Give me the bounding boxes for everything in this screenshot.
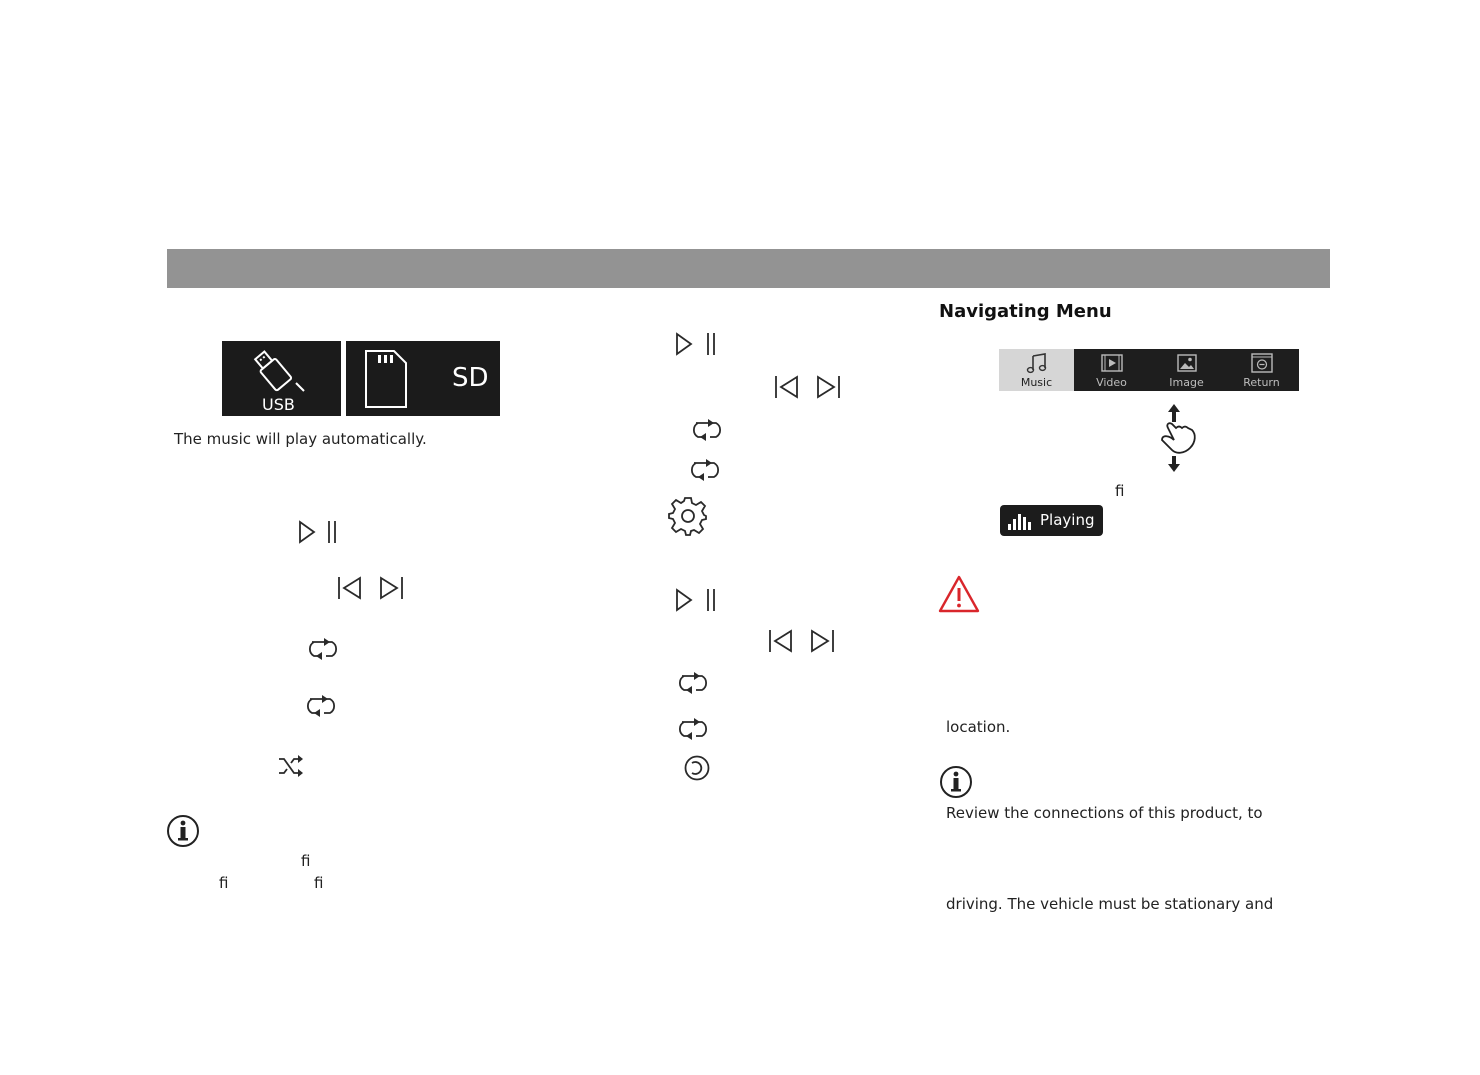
- menu-item-label: Image: [1169, 376, 1204, 389]
- navigating-menu-heading: Navigating Menu: [939, 301, 1112, 322]
- driving-text: driving. The vehicle must be stationary and: [946, 895, 1274, 913]
- prev-next-icon-3: [768, 629, 838, 653]
- ligature-2: ﬁ: [219, 874, 229, 892]
- equalizer-bars-icon: [1008, 512, 1032, 530]
- connections-text: Review the connections of this product, to: [946, 804, 1263, 822]
- menu-item-video[interactable]: [1074, 349, 1149, 391]
- section-header-bar: [167, 249, 1330, 288]
- repeat-icon: [304, 638, 342, 660]
- repeat-icon-2: [302, 695, 340, 717]
- music-note-icon: [1027, 353, 1047, 375]
- menu-item-image[interactable]: [1149, 349, 1224, 391]
- info-icon: [166, 814, 200, 848]
- repeat-icon-5: [674, 672, 712, 694]
- ligature-1: ﬁ: [301, 852, 311, 870]
- info-icon-2: [939, 765, 973, 799]
- sd-source-tile: [346, 341, 500, 416]
- ligature-3: ﬁ: [314, 874, 324, 892]
- usb-label: USB: [262, 395, 295, 414]
- shuffle-icon: [278, 755, 304, 777]
- picture-icon: [1177, 354, 1197, 372]
- loop-circle-icon: [683, 754, 711, 782]
- location-text: location.: [946, 718, 1011, 736]
- playing-indicator-button[interactable]: [1000, 505, 1103, 536]
- play-pause-icon-3: [675, 588, 719, 612]
- menu-item-return[interactable]: [1224, 349, 1299, 391]
- gear-icon: [667, 496, 709, 536]
- repeat-icon-3: [688, 419, 726, 441]
- play-pause-icon-2: [675, 332, 719, 356]
- playing-label: Playing: [1040, 511, 1095, 529]
- usb-source-tile: [222, 341, 341, 416]
- sd-label: SD: [452, 363, 489, 393]
- film-icon: [1101, 354, 1123, 372]
- play-pause-icon: [298, 520, 342, 544]
- return-icon: [1251, 353, 1273, 373]
- prev-next-icon-2: [774, 375, 844, 399]
- usb-stick-icon: [252, 345, 312, 395]
- autoplay-text: The music will play automatically.: [174, 430, 427, 448]
- warning-triangle-icon: [937, 574, 981, 614]
- repeat-icon-4: [686, 459, 724, 481]
- menu-item-label: Return: [1243, 376, 1280, 389]
- menu-item-label: Video: [1096, 376, 1127, 389]
- ligature-nav: ﬁ: [1115, 482, 1125, 500]
- repeat-icon-6: [674, 718, 712, 740]
- prev-next-icon: [337, 576, 407, 600]
- swipe-hand-icon: [1154, 402, 1200, 474]
- media-menu-bar[interactable]: [999, 349, 1299, 391]
- menu-item-music[interactable]: [999, 349, 1074, 391]
- menu-item-label: Music: [1020, 376, 1053, 389]
- sd-card-icon: [364, 349, 408, 409]
